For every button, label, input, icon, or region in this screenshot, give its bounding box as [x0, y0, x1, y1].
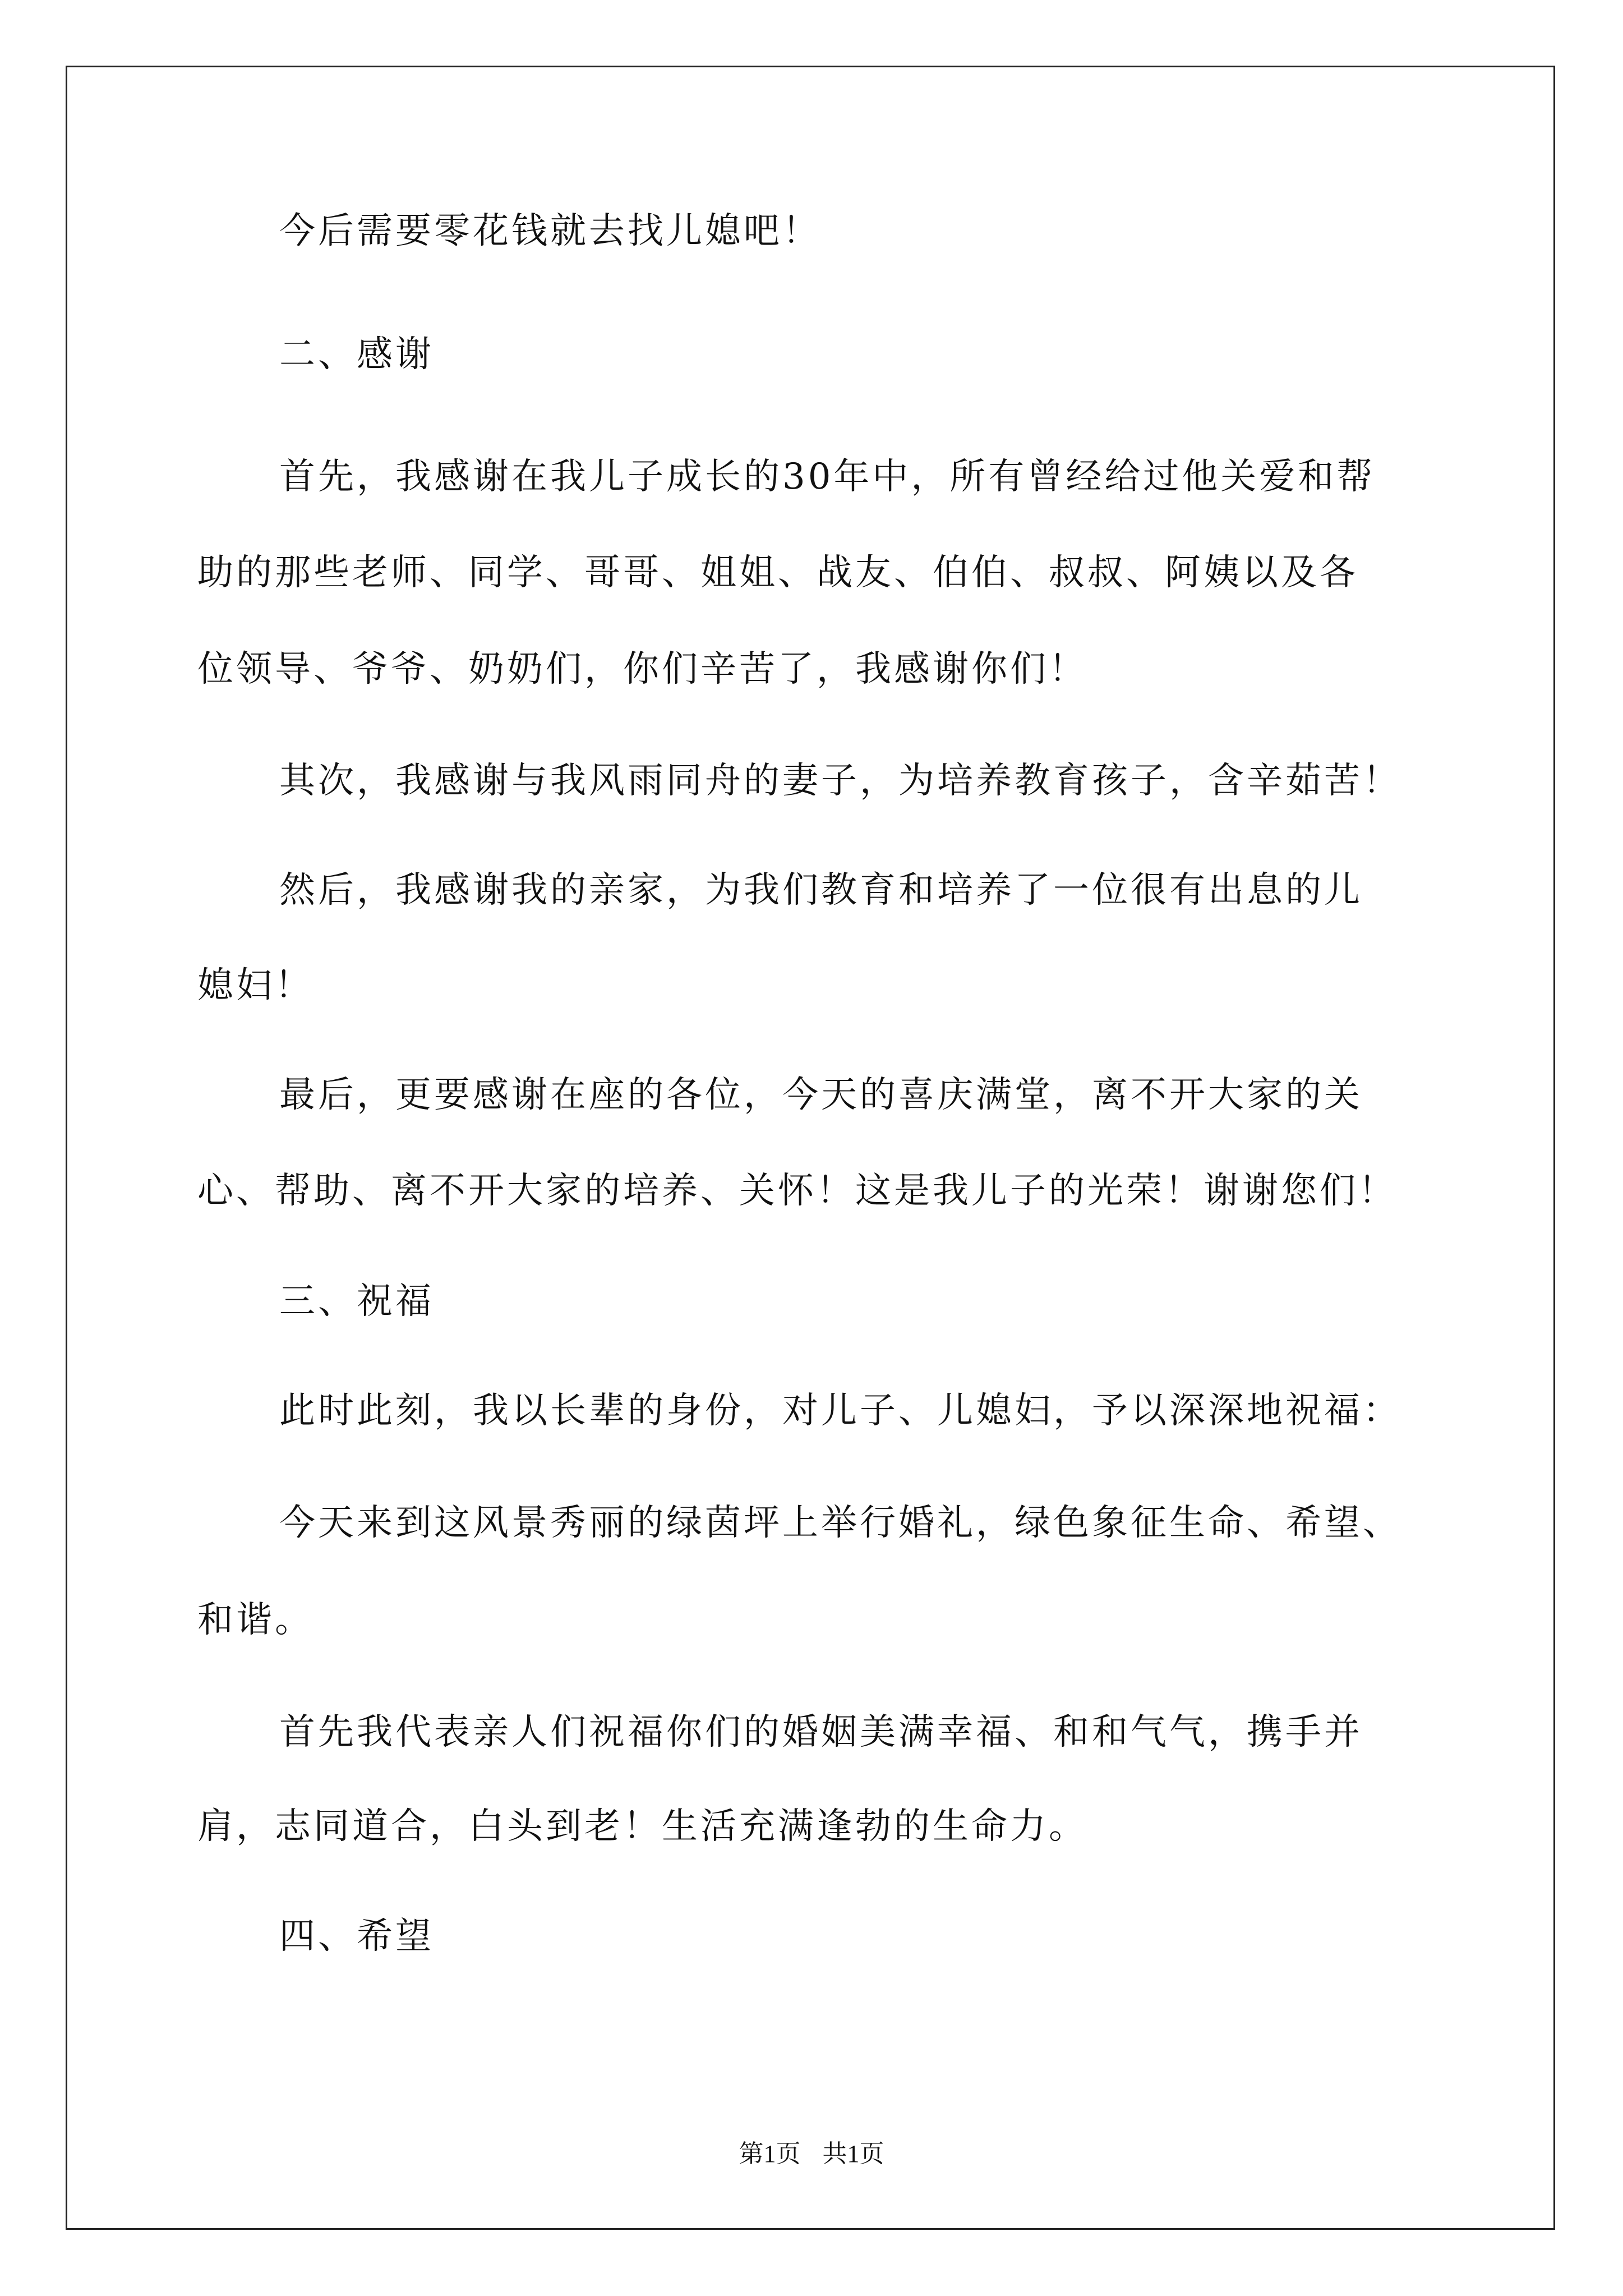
- paragraph-line: 今天来到这风景秀丽的绿茵坪上举行婚礼，绿色象征生命、希望、: [279, 1502, 1401, 1544]
- page-number: 第1页: [739, 2140, 801, 2168]
- paragraph-line: 然后，我感谢我的亲家，为我们教育和培养了一位很有出息的儿: [279, 869, 1363, 911]
- paragraph-line: 最后，更要感谢在座的各位，今天的喜庆满堂，离不开大家的关: [279, 1074, 1363, 1116]
- paragraph-line: 今后需要零花钱就去找儿媳吧！: [279, 210, 821, 252]
- paragraph-line: 媳妇！: [197, 965, 313, 1006]
- section-heading: 四、希望: [279, 1916, 434, 1957]
- paragraph-line: 肩，志同道合，白头到老！生活充满逢勃的生命力。: [197, 1806, 1087, 1847]
- paragraph-line: 首先，我感谢在我儿子成长的30年中，所有曾经给过他关爱和帮: [279, 456, 1376, 498]
- paragraph-line: 此时此刻，我以长辈的身份，对儿子、儿媳妇，予以深深地祝福：: [279, 1390, 1401, 1432]
- paragraph-line: 和谐。: [197, 1599, 313, 1641]
- page-footer: [0, 2137, 1623, 2171]
- paragraph-line: 心、帮助、离不开大家的培养、关怀！这是我儿子的光荣！谢谢您们！: [197, 1170, 1397, 1212]
- page-total: 共1页: [822, 2140, 884, 2168]
- section-heading: 三、祝福: [279, 1281, 434, 1322]
- paragraph-line: 首先我代表亲人们祝福你们的婚姻美满幸福、和和气气，携手并: [279, 1711, 1363, 1753]
- paragraph-line: 其次，我感谢与我风雨同舟的妻子，为培养教育孩子，含辛茹苦！: [279, 760, 1401, 802]
- paragraph-line: 助的那些老师、同学、哥哥、姐姐、战友、伯伯、叔叔、阿姨以及各: [197, 552, 1358, 593]
- page-border: [66, 66, 1555, 2230]
- paragraph-line: 位领导、爷爷、奶奶们，你们辛苦了，我感谢你们！: [197, 648, 1087, 690]
- section-heading: 二、感谢: [279, 334, 434, 375]
